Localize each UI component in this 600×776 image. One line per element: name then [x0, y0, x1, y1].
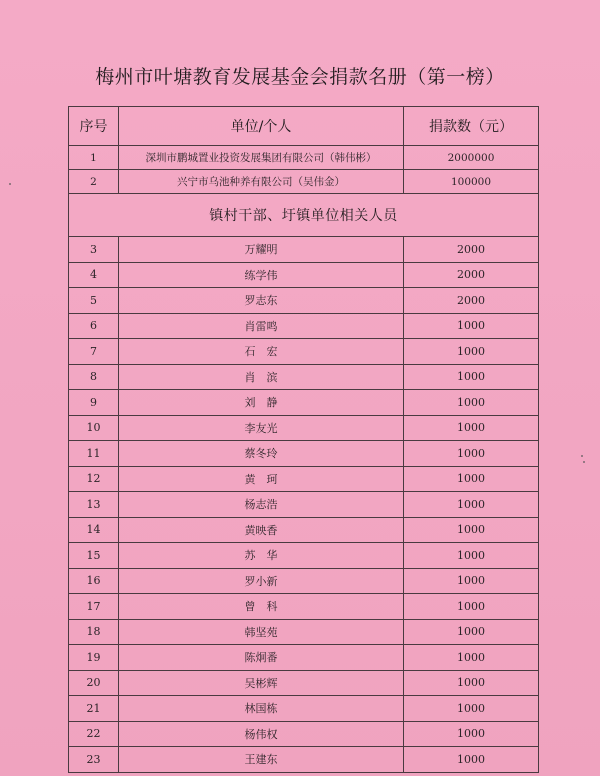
table-row [69, 146, 539, 170]
row-amount: 1000 [404, 721, 539, 747]
row-donor-name: 石 宏 [119, 339, 404, 365]
row-serial-number: 7 [69, 339, 119, 365]
table-row [69, 237, 539, 263]
row-amount: 1000 [404, 339, 539, 365]
table-row [69, 492, 539, 518]
section-heading: 镇村干部、圩镇单位相关人员 [69, 194, 539, 237]
row-donor-name: 杨伟权 [119, 721, 404, 747]
header-unit-person: 单位/个人 [119, 107, 404, 146]
donor-table [68, 106, 539, 773]
table-row [69, 645, 539, 671]
row-donor-name: 罗志东 [119, 288, 404, 314]
row-donor-name: 万耀明 [119, 237, 404, 263]
row-serial-number: 20 [69, 670, 119, 696]
row-serial-number: 12 [69, 466, 119, 492]
row-donor-name: 吴彬辉 [119, 670, 404, 696]
row-serial-number: 6 [69, 313, 119, 339]
row-serial-number: 18 [69, 619, 119, 645]
row-amount: 1000 [404, 543, 539, 569]
row-serial-number: 5 [69, 288, 119, 314]
table-header-row [69, 107, 539, 146]
row-donor-name: 黄 珂 [119, 466, 404, 492]
row-serial-number: 13 [69, 492, 119, 518]
row-donor-name: 练学伟 [119, 262, 404, 288]
row-serial-number: 16 [69, 568, 119, 594]
table-row [69, 670, 539, 696]
row-amount: 1000 [404, 492, 539, 518]
row-donor-name: 李友光 [119, 415, 404, 441]
row-serial-number: 11 [69, 441, 119, 467]
row-donor-name: 曾 科 [119, 594, 404, 620]
row-amount: 1000 [404, 670, 539, 696]
table-row [69, 747, 539, 773]
table-row [69, 364, 539, 390]
row-amount: 100000 [404, 170, 539, 194]
row-donor-name: 肖雷鸣 [119, 313, 404, 339]
row-serial-number: 10 [69, 415, 119, 441]
table-row [69, 415, 539, 441]
table-row [69, 619, 539, 645]
row-serial-number: 22 [69, 721, 119, 747]
row-serial-number: 23 [69, 747, 119, 773]
row-amount: 1000 [404, 645, 539, 671]
row-amount: 1000 [404, 594, 539, 620]
row-amount: 1000 [404, 313, 539, 339]
table-row [69, 696, 539, 722]
table-row [69, 170, 539, 194]
table-row [69, 390, 539, 416]
row-amount: 1000 [404, 517, 539, 543]
row-donor-name: 陈炯番 [119, 645, 404, 671]
row-donor-name: 兴宁市乌池种养有限公司（吴伟金） [119, 170, 404, 194]
row-donor-name: 蔡冬玲 [119, 441, 404, 467]
paper-speck [9, 183, 11, 185]
row-amount: 1000 [404, 747, 539, 773]
row-serial-number: 1 [69, 146, 119, 170]
paper-speck [583, 461, 585, 463]
row-donor-name: 深圳市鹏城置业投资发展集团有限公司（韩伟彬） [119, 146, 404, 170]
row-amount: 2000 [404, 262, 539, 288]
row-serial-number: 21 [69, 696, 119, 722]
row-amount: 1000 [404, 390, 539, 416]
row-amount: 1000 [404, 441, 539, 467]
donor-table-body [69, 107, 539, 773]
row-amount: 2000 [404, 237, 539, 263]
table-row [69, 339, 539, 365]
row-serial-number: 3 [69, 237, 119, 263]
table-row [69, 262, 539, 288]
row-donor-name: 林国栋 [119, 696, 404, 722]
row-serial-number: 19 [69, 645, 119, 671]
row-serial-number: 4 [69, 262, 119, 288]
header-amount: 捐款数（元） [404, 107, 539, 146]
row-amount: 1000 [404, 619, 539, 645]
row-amount: 1000 [404, 364, 539, 390]
row-serial-number: 8 [69, 364, 119, 390]
header-serial-number: 序号 [69, 107, 119, 146]
row-donor-name: 杨志浩 [119, 492, 404, 518]
row-serial-number: 14 [69, 517, 119, 543]
table-row [69, 466, 539, 492]
row-serial-number: 2 [69, 170, 119, 194]
row-donor-name: 黄映香 [119, 517, 404, 543]
row-donor-name: 韩坚苑 [119, 619, 404, 645]
table-row [69, 313, 539, 339]
row-donor-name: 肖 滨 [119, 364, 404, 390]
row-serial-number: 15 [69, 543, 119, 569]
row-amount: 1000 [404, 696, 539, 722]
row-donor-name: 刘 静 [119, 390, 404, 416]
table-row [69, 288, 539, 314]
section-heading-row [69, 194, 539, 237]
row-amount: 2000000 [404, 146, 539, 170]
row-serial-number: 9 [69, 390, 119, 416]
row-serial-number: 17 [69, 594, 119, 620]
table-row [69, 517, 539, 543]
table-row [69, 441, 539, 467]
row-amount: 1000 [404, 568, 539, 594]
row-amount: 1000 [404, 466, 539, 492]
row-amount: 1000 [404, 415, 539, 441]
row-amount: 2000 [404, 288, 539, 314]
table-row [69, 594, 539, 620]
row-donor-name: 苏 华 [119, 543, 404, 569]
table-row [69, 568, 539, 594]
table-row [69, 543, 539, 569]
row-donor-name: 罗小新 [119, 568, 404, 594]
paper-speck [581, 455, 583, 457]
table-row [69, 721, 539, 747]
row-donor-name: 王建东 [119, 747, 404, 773]
page-title: 梅州市叶塘教育发展基金会捐款名册（第一榜） [95, 66, 505, 88]
